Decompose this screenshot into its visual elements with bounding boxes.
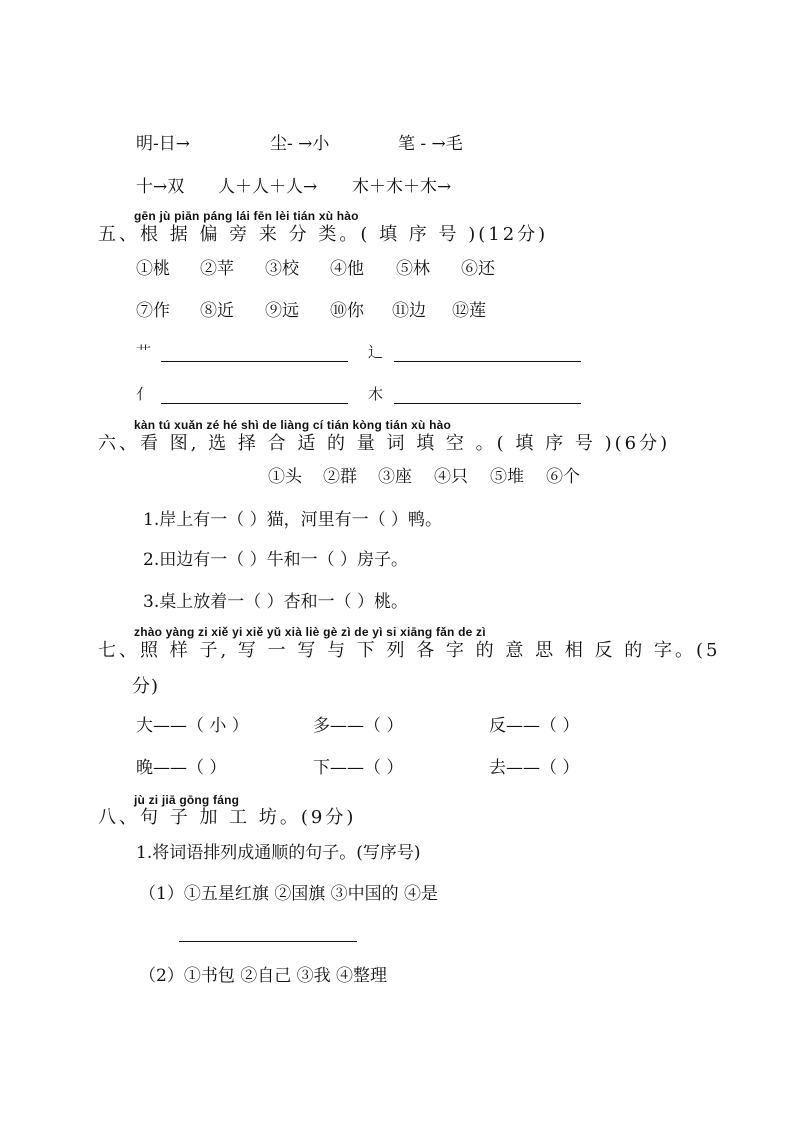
option-9: ⑨远 <box>265 301 299 321</box>
measure-option-5: ⑤堆 <box>490 467 524 487</box>
compose-item-1: 明-日→ <box>136 134 190 154</box>
sentence-question-2: （2）①书包 ②自己 ③我 ④整理 <box>139 966 388 986</box>
question-2: 2.田边有一（ ）牛和一（ ）房子。 <box>143 550 409 570</box>
measure-option-4: ④只 <box>434 467 468 487</box>
section7-title: 七、照 样 子, 写 一 写 与 下 列 各 字 的 意 思 相 反 的 字。(5 <box>98 640 721 661</box>
option-8: ⑧近 <box>200 301 234 321</box>
measure-option-2: ②群 <box>323 467 357 487</box>
radical-mu: 木 <box>368 385 384 403</box>
option-5: ⑤林 <box>396 259 430 279</box>
answer-line-mu[interactable] <box>394 403 581 404</box>
section7-title-cont: 分) <box>132 676 160 697</box>
section5-title: 五、根 据 偏 旁 来 分 类。( 填 序 号 )(12分) <box>98 224 549 245</box>
sentence-question-1: （1）①五星红旗 ②国旗 ③中国的 ④是 <box>139 884 439 904</box>
radical-zou: 辶 <box>368 343 384 361</box>
answer-line-zou[interactable] <box>394 361 581 362</box>
section8-title: 八、句 子 加 工 坊。(9分) <box>98 807 357 828</box>
compose-item-6: 木＋木＋木→ <box>352 177 452 197</box>
answer-line-cao[interactable] <box>161 361 348 362</box>
measure-option-6: ⑥个 <box>546 467 580 487</box>
radical-cao: 艹 <box>136 343 152 361</box>
antonym-pair-1: 大——（ 小 ） <box>136 716 249 736</box>
antonym-pair-3: 反——（ ） <box>489 716 580 736</box>
subsection-1: 1.将词语排列成通顺的句子。(写序号) <box>136 843 421 863</box>
option-3: ③校 <box>265 259 299 279</box>
measure-option-3: ③座 <box>378 467 412 487</box>
radical-ren: 亻 <box>136 385 152 403</box>
option-2: ②苹 <box>200 259 234 279</box>
antonym-pair-4: 晚——（ ） <box>136 758 227 778</box>
compose-item-2: 尘- →小 <box>270 134 330 154</box>
antonym-pair-6: 去——（ ） <box>489 758 580 778</box>
compose-item-3: 笔 - →毛 <box>398 134 463 154</box>
answer-line-ren[interactable] <box>161 403 348 404</box>
section7-pinyin: zhào yàng zi xiě yi xiě yǔ xià liè gè zì de yì si xiāng fǎn de zì <box>134 625 486 639</box>
section5-pinyin: gēn jù piān páng lái fēn lèi tián xù hào <box>134 209 359 223</box>
question-3: 3.桌上放着一（ ）杏和一（ ）桃。 <box>143 592 409 612</box>
answer-line-sentence-1[interactable] <box>179 941 357 942</box>
compose-item-4: 十→双 <box>136 177 185 197</box>
option-1: ①桃 <box>136 259 170 279</box>
option-7: ⑦作 <box>136 301 170 321</box>
section6-title: 六、看 图, 选 择 合 适 的 量 词 填 空 。( 填 序 号 )(6分) <box>98 433 671 454</box>
question-1: 1.岸上有一（ ）猫，河里有一（ ）鸭。 <box>143 510 443 530</box>
compose-item-5: 人＋人＋人→ <box>218 177 318 197</box>
antonym-pair-5: 下——（ ） <box>313 758 404 778</box>
section6-pinyin: kàn tú xuǎn zé hé shì de liàng cí tián kòng tián xù hào <box>134 418 452 432</box>
antonym-pair-2: 多——（ ） <box>313 716 404 736</box>
option-12: ⑫莲 <box>452 301 486 321</box>
option-10: ⑩你 <box>330 301 364 321</box>
measure-option-1: ①头 <box>268 467 302 487</box>
option-4: ④他 <box>330 259 364 279</box>
option-11: ⑪边 <box>392 301 426 321</box>
option-6: ⑥还 <box>461 259 495 279</box>
section8-pinyin: jù zi jiā gōng fáng <box>134 793 240 807</box>
